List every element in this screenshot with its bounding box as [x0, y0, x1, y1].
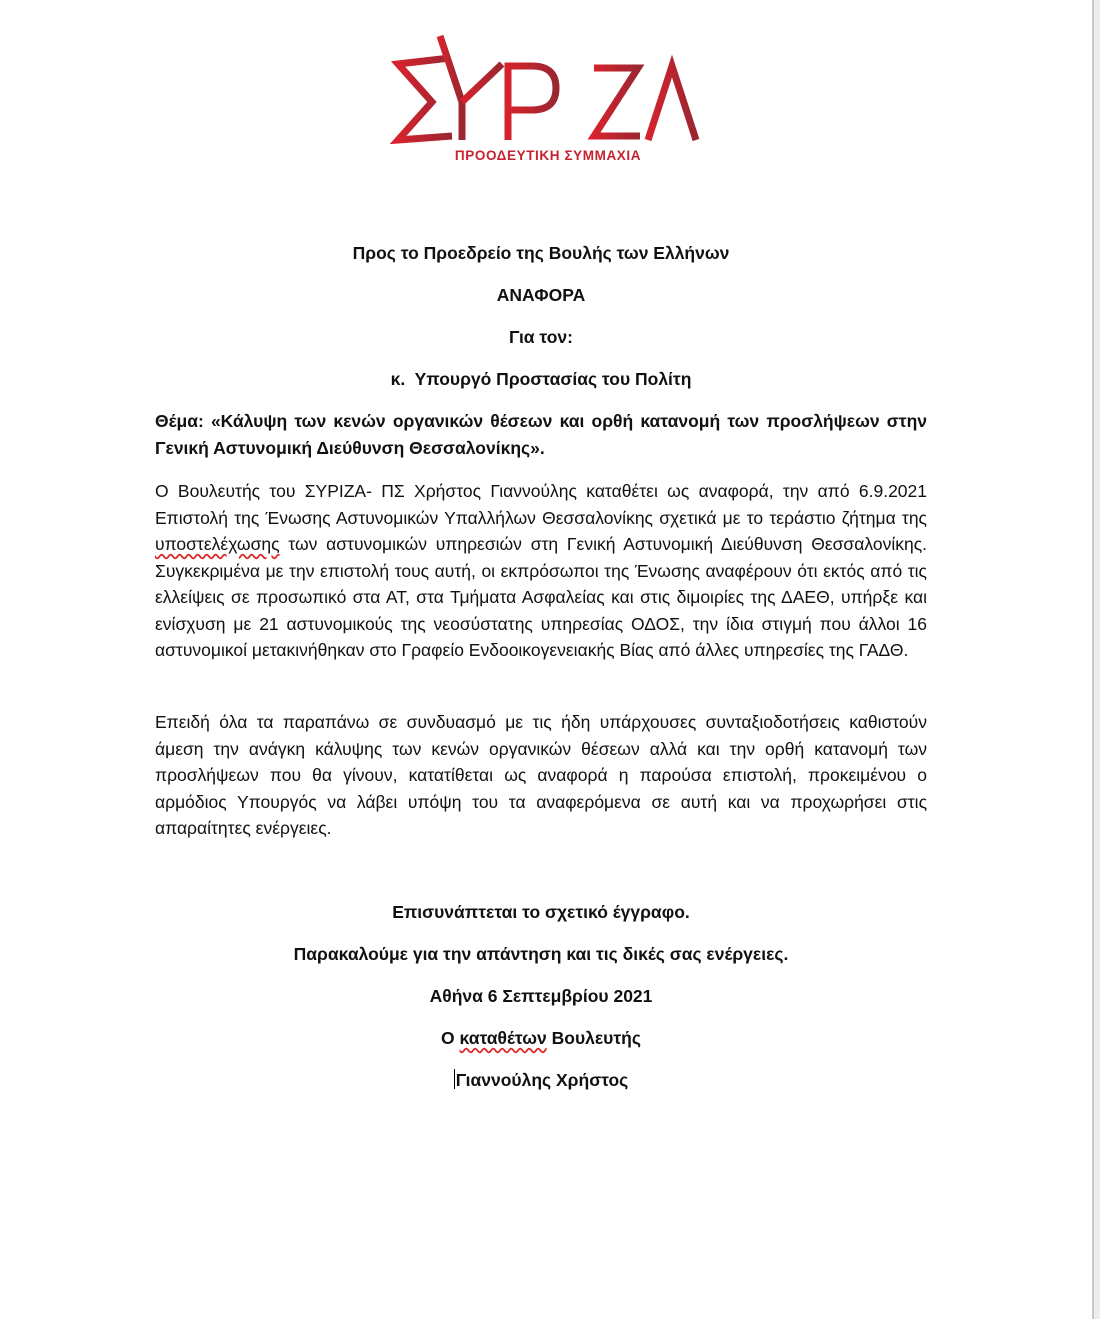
request-line: Παρακαλούμε για την απάντηση και τις δικές σας ενέργειες.	[293, 944, 789, 964]
recipient-line: Προς το Προεδρείο της Βουλής των Ελλήνων	[352, 243, 730, 263]
logo-star-ray	[462, 64, 502, 102]
page-edge-shadow	[1094, 0, 1100, 1319]
spellcheck-flagged-word: καταθέτων	[459, 1028, 547, 1048]
party-logo	[390, 28, 710, 168]
for-label: Για τον:	[508, 327, 573, 347]
subject-line: Θέμα: «Κάλυψη των κενών οργανικών θέσεων και ορθή κατανομή των προσλήψεων στην Γενική Αστυνομική Διεύθυνση Θεσσαλονίκης».	[155, 411, 927, 458]
minister-line: κ. Υπουργό Προστασίας του Πολίτη	[390, 369, 692, 389]
logo-letter-z	[594, 68, 640, 136]
body-paragraph-1-end: των αστυνομικών υπηρεσιών στη Γενική Αστυνομική Διεύθυνση Θεσσαλονίκης. Συγκεκριμένα με την επιστολή τους αυτή, οι εκπρόσωποι της Ένωσης αναφέρουν ότι εκτός από τις ελλείψεις σε προσωπικό στα ΑΤ, στα Τμήματα Ασφαλείας και στις διμοιρίες της ΔΑΕΘ, υπήρξε και ενίσχυση με 21 αστυνομικούς της νεοσύστατης υπηρεσίας ΟΔΟΣ, την ίδια στιγμή που άλλοι 16 αστυνομικοί μετακινήθηκαν στο Γραφείο Ενδοοικογενειακής Βίας από άλλες υπηρεσίες της ΓΑΔΘ.	[155, 534, 927, 660]
body-paragraph-1-start: Ο Βουλευτής του ΣΥΡΙΖΑ- ΠΣ Χρήστος Γιαννούλης καταθέτει ως αναφορά, την από 6.9.2021 Επιστολή της Ένωσης Αστυνομικών Υπαλλήλων Θεσσαλονίκης σχετικά με το τεράστιο ζήτημα της	[155, 481, 927, 528]
logo-letter-p	[508, 66, 556, 140]
logo-star-ray	[440, 36, 462, 140]
document-type: ΑΝΑΦΟΡΑ	[496, 285, 586, 305]
party-logo-mark	[390, 28, 710, 168]
spellcheck-flagged-word: υποστελέχωσης	[155, 534, 280, 554]
signatory-prefix: Ο	[441, 1028, 460, 1048]
place-date: Αθήνα 6 Σεπτεμβρίου 2021	[429, 986, 653, 1006]
signatory-name: Γιαννούλης Χρήστος	[455, 1070, 629, 1090]
text-cursor	[454, 1069, 455, 1089]
body-paragraph-2: Επειδή όλα τα παραπάνω σε συνδυασμό με τις ήδη υπάρχουσες συνταξιοδοτήσεις καθιστούν άμεση την ανάγκη κάλυψης των κενών οργανικών θέσεων αλλά και την ορθή κατανομή των προσλήψεων που θα γίνουν, κατατίθεται ως αναφορά η παρούσα επιστολή, προκειμένου ο αρμόδιος Υπουργός να λάβει υπόψη του τα αναφερόμενα σε αυτή και να προχωρήσει στις απαραίτητες ενέργειες.	[155, 712, 927, 838]
attachment-note: Επισυνάπτεται το σχετικό έγγραφο.	[392, 902, 690, 922]
signatory-suffix: Βουλευτής	[546, 1028, 641, 1048]
logo-tagline: ΠΡΟΟΔΕΥΤΙΚΗ ΣΥΜΜΑΧΙΑ	[454, 148, 642, 163]
signatory-name-line	[155, 1067, 927, 1094]
logo-letter-a	[648, 66, 696, 140]
body-paragraph-1	[155, 478, 927, 664]
logo-sigma	[398, 58, 452, 140]
signatory-title	[155, 1025, 927, 1052]
